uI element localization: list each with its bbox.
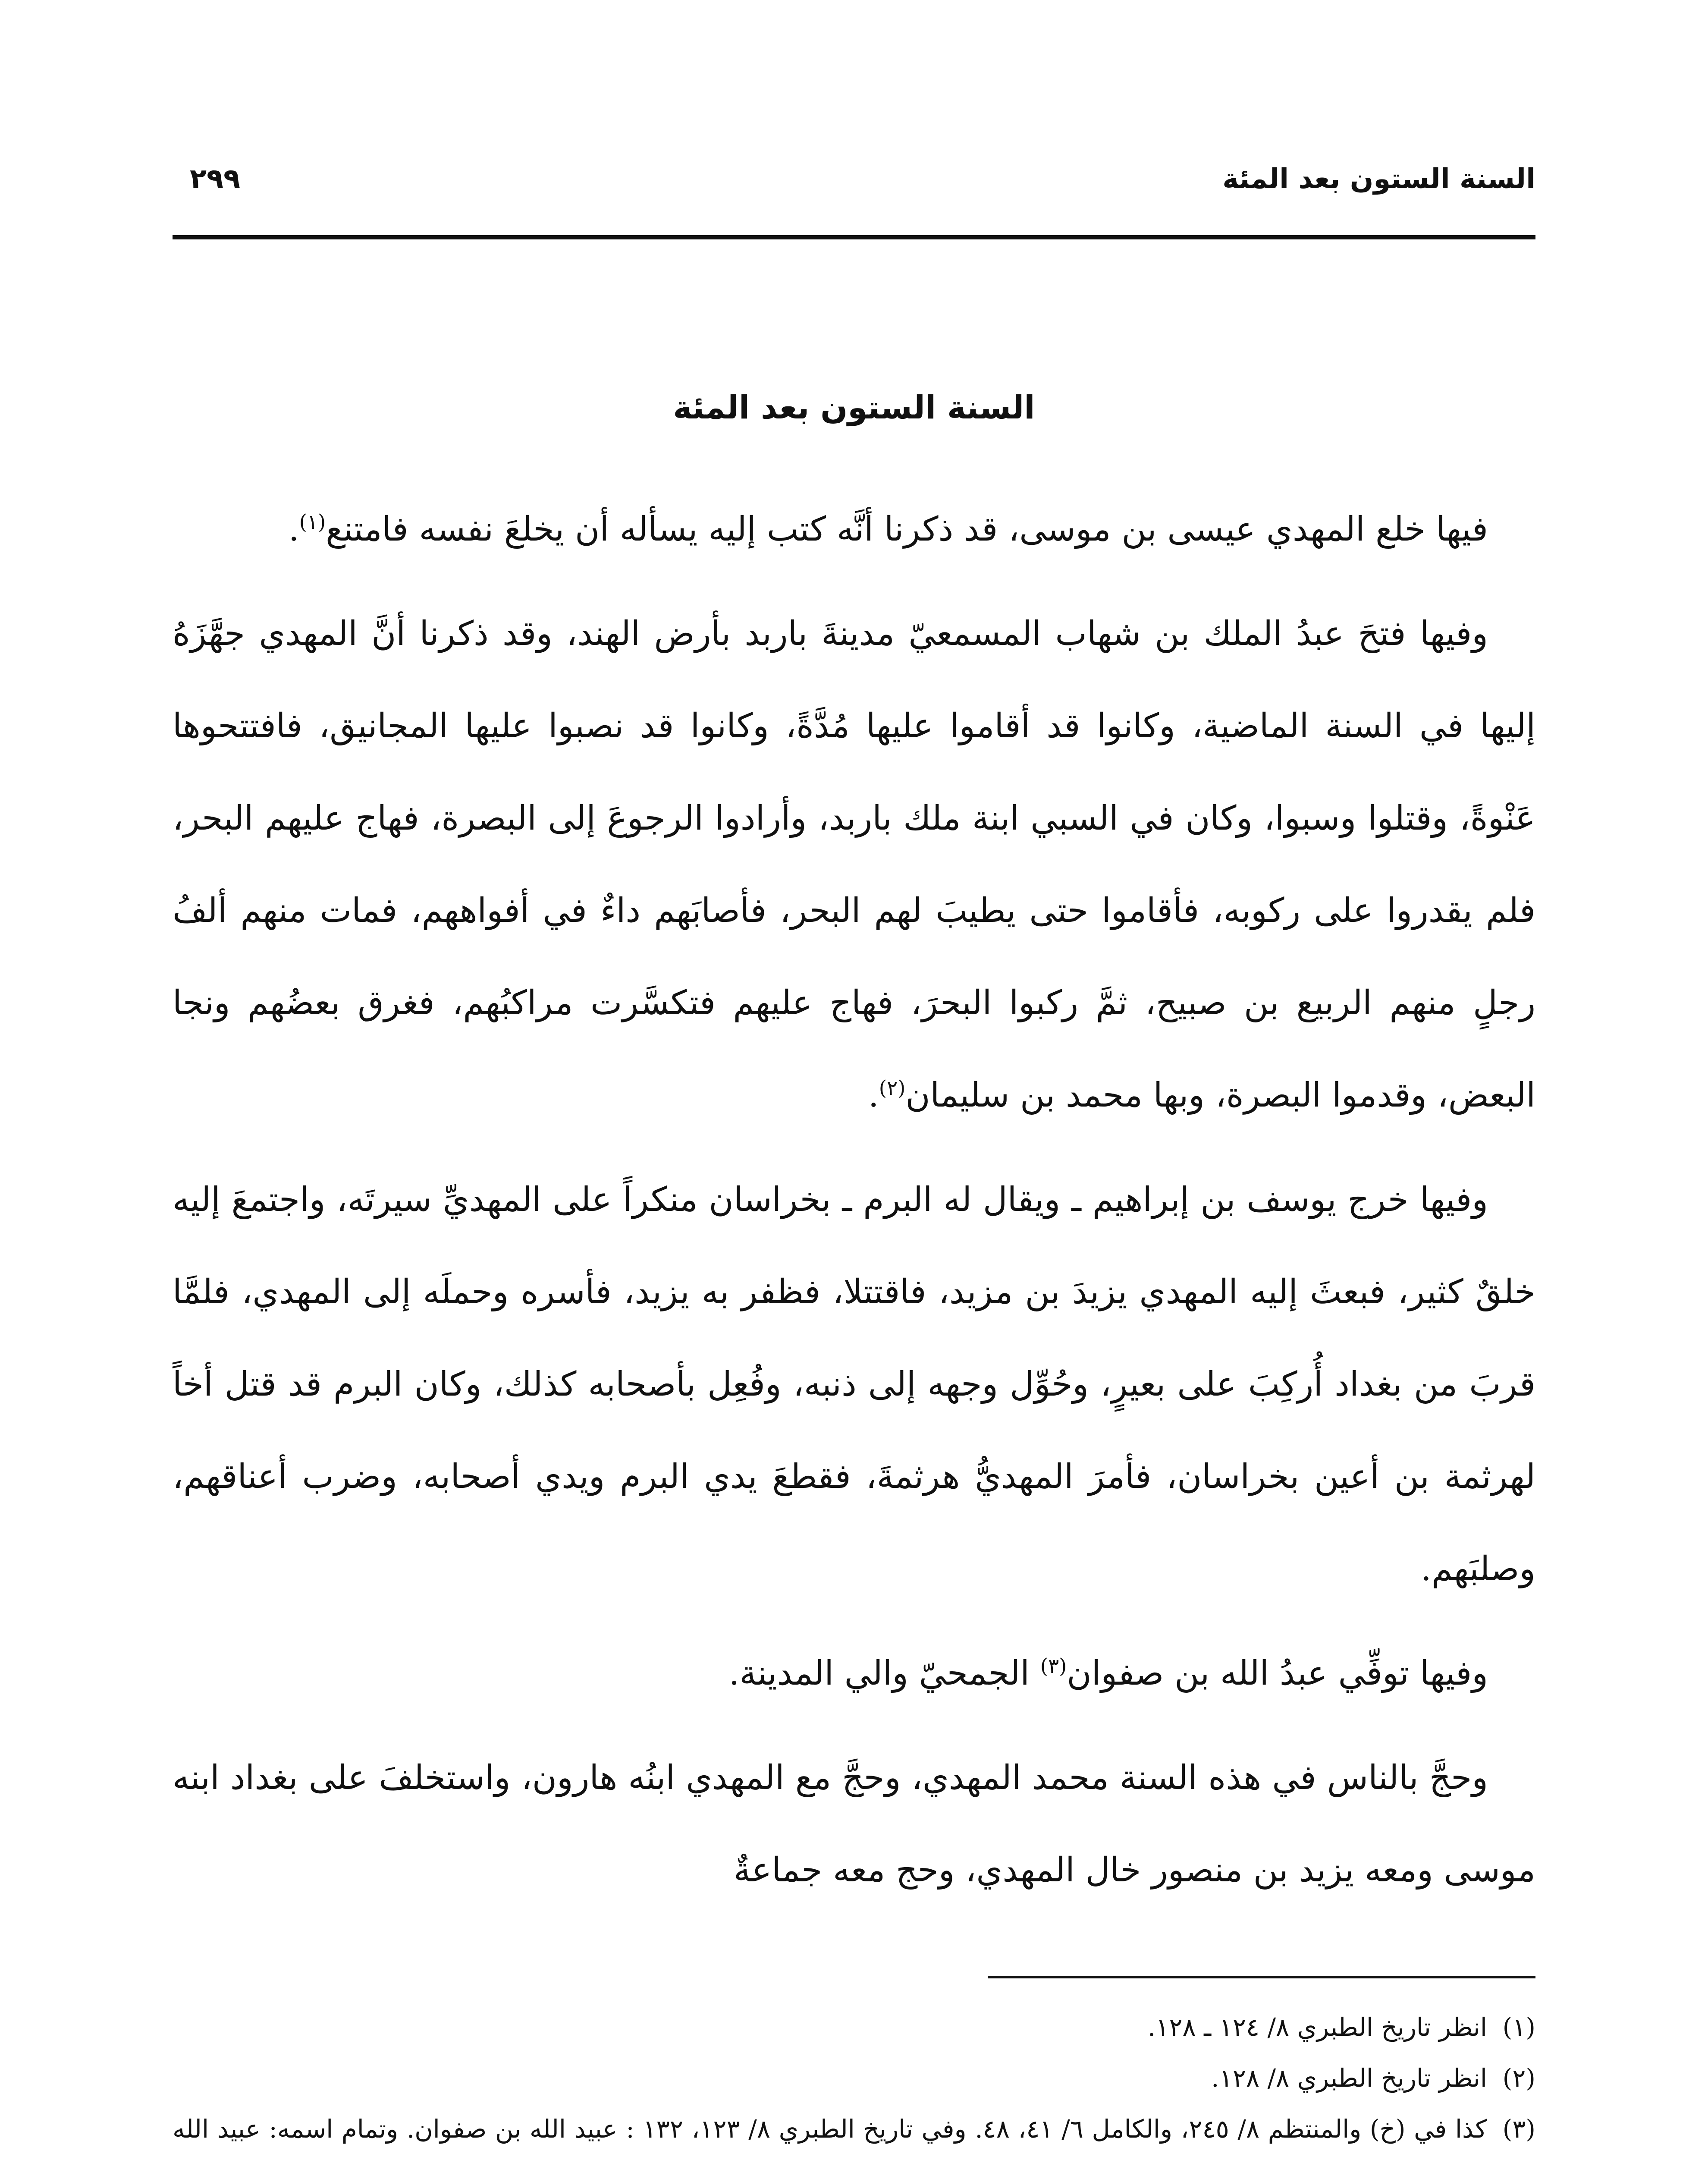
- body-text: [173, 483, 1535, 1928]
- text-run: .: [868, 1076, 879, 1115]
- paragraph-2: [173, 588, 1535, 1141]
- footnote-ref-3[interactable]: (٣): [1040, 1655, 1067, 1678]
- footnotes: [173, 2002, 1535, 2157]
- text-run: وفيها فتحَ عبدُ الملك بن شهاب المسمعيّ مدينةَ باربد بأرض الهند، وقد ذكرنا أنَّ المهدي جهَّزَهُ إليها في السنة الماضية، وكانوا قد أقاموا عليها مُدَّةً، وكانوا قد نصبوا عليها المجانيق، فافتتحوها عَنْوةً، وقتلوا وسبوا، وكان في السبي ابنة ملك باربد، وأرادوا الرجوعَ إلى البصرة، فهاج عليهم البحر، فلم يقدروا على ركوبه، فأقاموا حتى يطيبَ لهم البحر، فأصابَهم داءٌ في أفواههم، فمات منهم ألفُ رجلٍ منهم الربيع بن صبيح، ثمَّ ركبوا البحرَ، فهاج عليهم فتكسَّرت مراكبُهم، فغرق بعضُهم ونجا البعض، وقدموا البصرة، وبها محمد بن سليمان: [173, 614, 1535, 1115]
- footnote-text: انظر تاريخ الطبري ٨/ ١٢٤ ـ ١٢٨.: [1147, 2012, 1487, 2042]
- footnote-2: [173, 2053, 1535, 2104]
- text-run: وفيها خرج يوسف بن إبراهيم ـ ويقال له البرم ـ بخراسان منكراً على المهديِّ سيرتَه، واجتمعَ إليه خلقٌ كثير، فبعثَ إليه المهدي يزيدَ بن مزيد، فاقتتلا، فظفر به يزيد، فأسره وحملَه إلى المهدي، فلمَّا قربَ من بغداد أُركِبَ على بعيرٍ، وحُوِّل وجهه إلى ذنبه، وفُعِل بأصحابه كذلك، وكان البرم قد قتل أخاً لهرثمة بن أعين بخراسان، فأمرَ المهديُّ هرثمةَ، فقطعَ يدي البرم ويدي أصحابه، وضرب أعناقهم، وصلبَهم.: [173, 1180, 1535, 1588]
- footnote-ref-1[interactable]: (١): [299, 511, 326, 534]
- footnote-1: [173, 2002, 1535, 2053]
- footnote-marker: (٢): [1502, 2063, 1535, 2093]
- chapter-title: السنة الستون بعد المئة: [673, 389, 1035, 426]
- footnote-text: انظر تاريخ الطبري ٨/ ١٢٨.: [1211, 2063, 1487, 2093]
- footnote-ref-2[interactable]: (٢): [879, 1077, 906, 1100]
- text-run: وفيها توفِّي عبدُ الله بن صفوان: [1067, 1654, 1488, 1693]
- footnote-divider: [988, 1976, 1535, 1978]
- text-run: الجمحيّ والي المدينة.: [728, 1654, 1040, 1693]
- running-header: [173, 155, 1535, 203]
- paragraph-1: [173, 483, 1535, 575]
- paragraph-4: [173, 1627, 1535, 1720]
- paragraph-3: [173, 1154, 1535, 1615]
- footnote-marker: (١): [1502, 2012, 1535, 2042]
- header-divider: [173, 235, 1535, 239]
- text-run: فيها خلع المهدي عيسى بن موسى، قد ذكرنا أنَّه كتب إليه يسأله أن يخلعَ نفسه فامتنع: [326, 510, 1488, 549]
- page-number: ٢٩٩: [190, 163, 241, 195]
- running-title: السنة الستون بعد المئة: [1222, 163, 1535, 195]
- text-run: .: [288, 510, 299, 549]
- paragraph-5: [173, 1732, 1535, 1916]
- footnote-text: كذا في (خ) والمنتظم ٨/ ٢٤٥، والكامل ٦/ ٤١، ٤٨. وفي تاريخ الطبري ٨/ ١٢٣، ١٣٢ : عبيد الله بن صفوان. وتمام اسمه: عبيد الله: [173, 2114, 1487, 2144]
- footnote-3: [173, 2104, 1535, 2157]
- footnote-marker: (٣): [1502, 2114, 1535, 2144]
- text-run: وحجَّ بالناس في هذه السنة محمد المهدي، وحجَّ مع المهدي ابنُه هارون، واستخلفَ على بغداد ابنه موسى ومعه يزيد بن منصور خال المهدي، وحج معه جماعةٌ: [173, 1758, 1535, 1890]
